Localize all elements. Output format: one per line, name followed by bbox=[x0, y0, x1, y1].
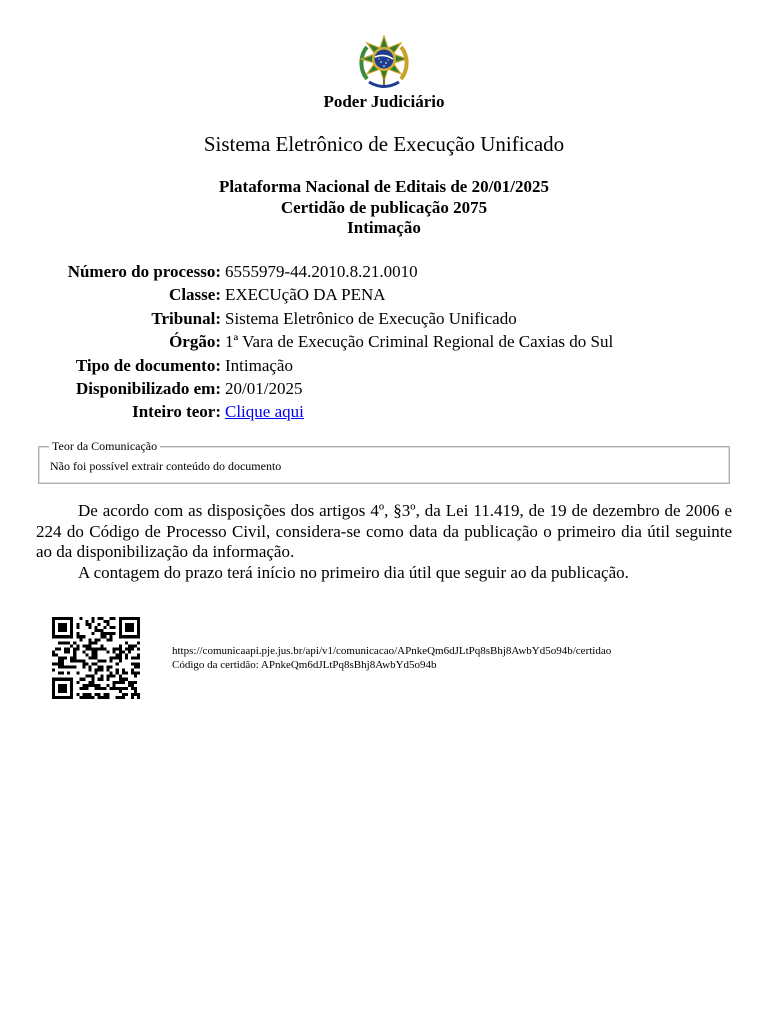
info-label: Tribunal: bbox=[151, 308, 221, 328]
info-value: Sistema Eletrônico de Execução Unificado bbox=[225, 308, 517, 328]
certificate-code: Código da certidão: APnkeQm6dJLtPq8sBhj8AwbYd5o94b bbox=[172, 659, 437, 671]
info-label: Classe: bbox=[169, 285, 221, 305]
full-content-link[interactable]: Clique aqui bbox=[225, 402, 304, 422]
certificate-title: Certidão de publicação 2075 bbox=[280, 198, 488, 217]
communication-legend: Teor da Comunicação bbox=[49, 439, 160, 453]
info-label: Órgão: bbox=[169, 332, 221, 352]
certificate-url[interactable]: https://comunicaapi.pje.jus.br/api/v1/comunicacao/APnkeQm6dJLtPq8sBhj8AwbYd5o94b/certidao bbox=[172, 645, 612, 657]
info-row-available-date bbox=[0, 377, 768, 400]
info-label: Tipo de documento: bbox=[75, 355, 221, 375]
process-info bbox=[0, 260, 768, 424]
info-label: Número do processo: bbox=[67, 262, 221, 281]
info-value: Intimação bbox=[225, 355, 293, 375]
certificate-footer bbox=[172, 644, 611, 672]
info-row-court bbox=[0, 307, 768, 330]
doc-type-title: Intimação bbox=[347, 218, 421, 237]
info-row-class bbox=[0, 283, 768, 306]
info-value: 6555979-44.2010.8.21.0010 bbox=[225, 262, 418, 281]
legal-paragraph-2: A contagem do prazo terá início no primeiro dia útil que seguir ao da publicação. bbox=[78, 562, 629, 582]
info-row-process-number bbox=[0, 260, 768, 283]
communication-fieldset bbox=[38, 439, 730, 484]
system-title: Sistema Eletrônico de Execução Unificado bbox=[203, 132, 565, 156]
communication-text: Não foi possível extrair conteúdo do documento bbox=[50, 459, 282, 473]
info-row-document-type bbox=[0, 354, 768, 377]
org-title: Poder Judiciário bbox=[323, 92, 445, 111]
info-label: Disponibilizado em: bbox=[76, 378, 221, 398]
info-value: 20/01/2025 bbox=[225, 378, 303, 398]
qr-code-icon bbox=[52, 617, 140, 699]
info-row-full-content bbox=[0, 400, 768, 423]
info-value: 1ª Vara de Execução Criminal Regional de Caxias do Sul bbox=[225, 332, 614, 352]
info-row-organ bbox=[0, 330, 768, 353]
legal-paragraph-1: De acordo com as disposições dos artigos 4º, §3º, da Lei 11.419, de 19 de dezembro de 2006 e 224 do Código de Processo Civil, considera-se como data da publicação o primeiro dia útil seguinte ao da disponibilização da informação. bbox=[36, 501, 732, 561]
info-label: Inteiro teor: bbox=[132, 402, 221, 422]
platform-title: Plataforma Nacional de Editais de 20/01/2025 bbox=[218, 177, 550, 196]
brazil-coat-of-arms-icon bbox=[357, 35, 411, 91]
legal-notice bbox=[36, 501, 732, 583]
info-value: EXECUçãO DA PENA bbox=[225, 285, 386, 305]
